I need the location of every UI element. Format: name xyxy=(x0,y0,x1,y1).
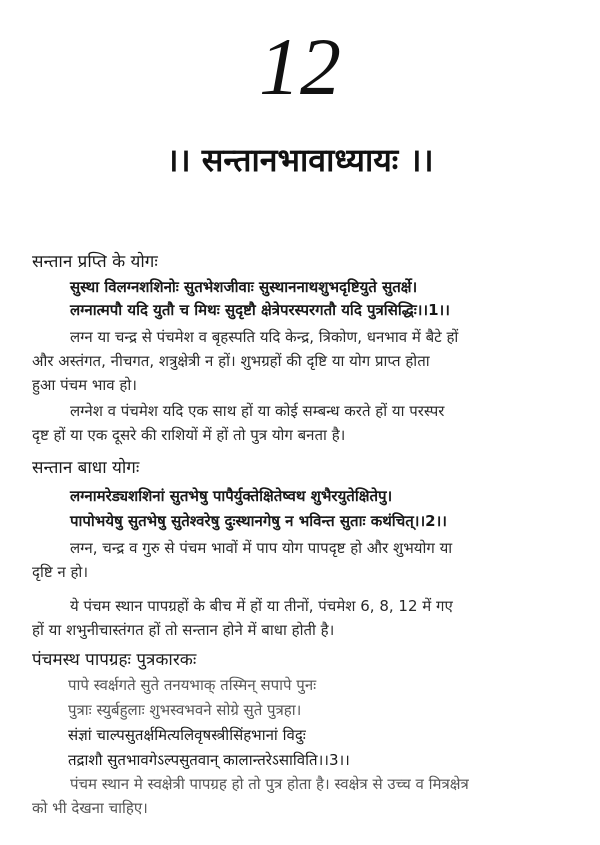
verse-line: पापे स्वर्क्षगते सुते तनयभाक् तस्मिन् सपापे पुनः xyxy=(68,676,317,694)
verse-line: तद्राशौ सुतभावगेऽल्पसुतवान् कालान्तरेऽसाविति।।3।। xyxy=(68,751,350,769)
paragraph-line: लग्न, चन्द्र व गुरु से पंचम भावों में पाप योग पापदृष्ट हो और शुभयोग या xyxy=(70,539,453,557)
verse-line: पापोभयेषु सुतभेषु सुतेश्वरेषु दुःस्थानगेषु न भविन्त सुताः कथंचित्।।2।। xyxy=(70,512,447,530)
paragraph-line: और अस्तंगत, नीचगत, शत्रुक्षेत्री न हों। शुभग्रहों की दृष्टि या योग प्राप्त होता xyxy=(32,352,430,370)
paragraph-line: को भी देखना चाहिए। xyxy=(32,799,148,817)
paragraph-line: लग्न या चन्द्र से पंचमेश व बृहस्पति यदि केन्द्र, त्रिकोण, धनभाव में बैटे हों xyxy=(70,328,459,346)
paragraph-line: ये पंचम स्थान पापग्रहों के बीच में हों या तीनों, पंचमेश 6, 8, 12 में गए xyxy=(70,597,453,615)
verse-line: पुत्राः स्युर्बहुलाः शुभस्वभवने सोग्रे सुते पुत्रहा। xyxy=(68,701,302,719)
verse-line: संज्ञां चाल्पसुतर्क्षमित्यलिवृषस्त्रीसिंहभानां विदुः xyxy=(68,726,306,744)
chapter-title: ।। सन्तानभावाध्यायः ।। xyxy=(166,141,434,179)
section-heading: पंचमस्थ पापग्रहः पुत्रकारकः xyxy=(32,650,197,670)
paragraph-line: दृष्टि न हो। xyxy=(32,563,89,581)
paragraph-line: लग्नेश व पंचमेश यदि एक साथ हों या कोई सम्बन्ध करते हों या परस्पर xyxy=(70,402,445,420)
section-heading: सन्तान प्रप्ति के योगः xyxy=(32,252,158,272)
verse-line: लग्नात्मपौ यदि युतौ च मिथः सुदृष्टौ क्षेत्रेपरस्परगतौ यदि पुत्रसिद्धिः।।1।। xyxy=(70,301,450,319)
paragraph-line: हों या शभुनीचास्तंगत हों तो सन्तान होने में बाधा होती है। xyxy=(32,621,335,639)
verse-line: लग्नामरेड्यशशिनां सुतभेषु पापैर्युक्तेक्षितेष्वथ शुभैरयुतेक्षितेपु। xyxy=(70,487,393,505)
paragraph-line: दृष्ट हों या एक दूसरे की राशियों में हों तो पुत्र योग बनता है। xyxy=(32,426,346,444)
paragraph-line: पंचम स्थान मे स्वक्षेत्री पापग्रह हो तो पुत्र होता है। स्वक्षेत्र से उच्च व मित्रक्षेत्र xyxy=(70,775,469,793)
chapter-number: 12 xyxy=(259,21,341,112)
verse-line: सुस्था विलग्नशशिनोः सुतभेशजीवाः सुस्थाननाथशुभदृष्टियुते सुतर्क्षे। xyxy=(70,278,418,296)
paragraph-line: हुआ पंचम भाव हो। xyxy=(32,376,137,394)
section-heading: सन्तान बाधा योगः xyxy=(32,458,140,478)
